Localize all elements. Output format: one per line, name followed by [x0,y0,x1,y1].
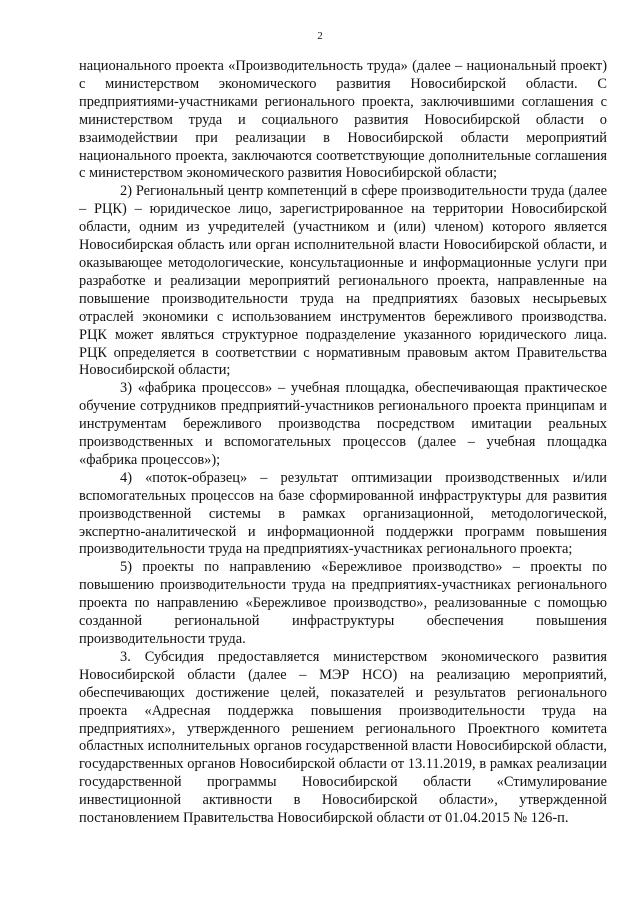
paragraph-item-4: 4) «поток-образец» – результат оптимизации производственных и/или вспомогательных процессов на базе сформированной инфраструктуры для развития производственной системы в рамках организационной, методологической, экспертно-аналитической и информационной поддержки программ повышения производительности труда на предприятиях-участниках регионального проекта; [79,469,607,558]
document-body [79,58,607,828]
page-number: 2 [317,30,323,42]
paragraph-section-3: 3. Субсидия предоставляется министерством экономического развития Новосибирской области (далее – МЭР НСО) на реализацию мероприятий, обеспечивающих достижение целей, показателей и результатов регионального проекта «Адресная поддержка повышения производительности труда на предприятиях», утвержденного решением регионального Проектного комитета областных исполнительных органов государственной власти Новосибирской области, государственных органов Новосибирской области от 13.11.2019, в рамках реализации государственной программы Новосибирской области «Стимулирование инвестиционной активности в Новосибирской области», утвержденной постановлением Правительства Новосибирской области от 01.04.2015 № 126-п. [79,648,607,827]
paragraph-item-2: 2) Региональный центр компетенций в сфере производительности труда (далее – РЦК) – юридическое лицо, зарегистрированное на территории Новосибирской области, одним из учредителей (участником и (или) членом) которого является Новосибирская область или орган исполнительной власти Новосибирской области, и оказывающее методологические, консультационные и информационные услуги при разработке и реализации мероприятий регионального проекта, направленные на повышение производительности труда на предприятиях базовых несырьевых отраслей экономики с использованием инструментов бережливого производства. РЦК может являться структурное подразделение указанного юридического лица. РЦК определяется в соответствии с нормативным правовым актом Правительства Новосибирской области; [79,183,607,379]
paragraph-item-3: 3) «фабрика процессов» – учебная площадка, обеспечивающая практическое обучение сотрудников предприятий-участников регионального проекта принципам и инструментам бережливого производства посредством имитации реальных производственных и вспомогательных процессов (далее – учебная площадка «фабрика процессов»); [79,380,607,468]
paragraph-item-5: 5) проекты по направлению «Бережливое производство» – проекты по повышению производительности труда на предприятиях-участниках регионального проекта по направлению «Бережливое производство», реализованные с помощью созданной региональной инфраструктуры обеспечения повышения производительности труда. [79,559,607,647]
paragraph-continuation: национального проекта «Производительность труда» (далее – национальный проект) с министерством экономического развития Новосибирской области. С предприятиями-участниками регионального проекта, заключившими соглашения с министерством труда и социального развития Новосибирской области о взаимодействии при реализации в Новосибирской области мероприятий национального проекта, заключаются соответствующие дополнительные соглашения с министерством экономического развития Новосибирской области; [79,58,607,182]
